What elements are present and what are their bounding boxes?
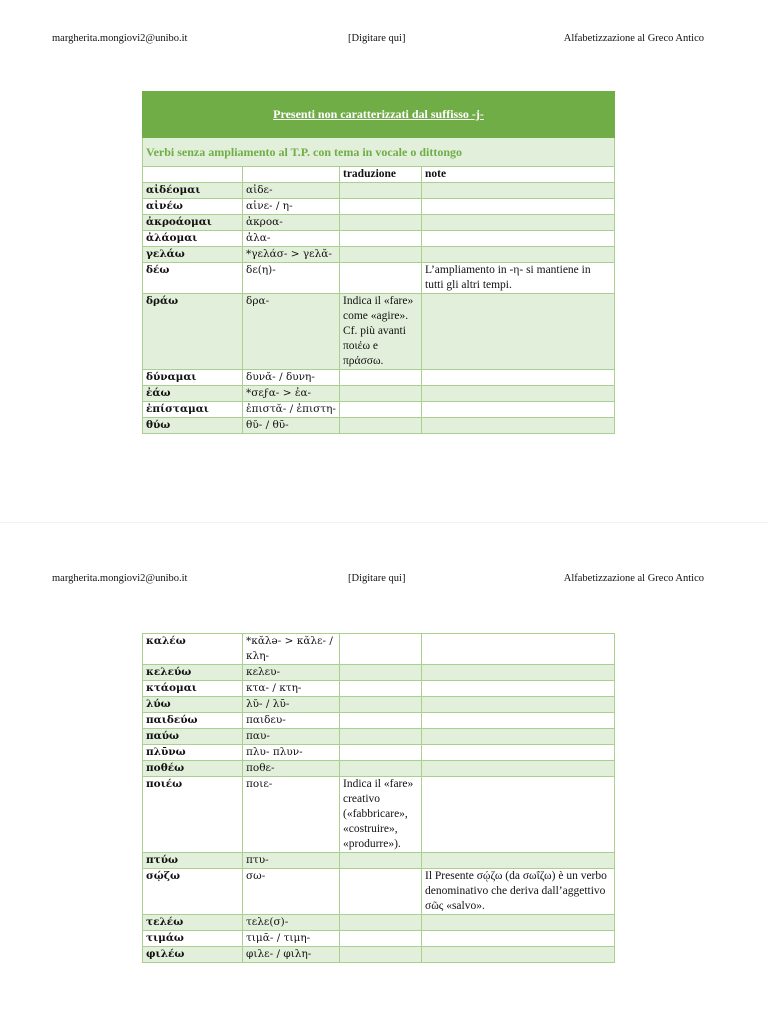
header-placeholder: [Digitare qui]	[348, 33, 406, 44]
stem-cell: σω-	[243, 869, 340, 915]
table-row	[143, 634, 615, 665]
column-header-row	[143, 167, 615, 183]
note-cell	[422, 386, 615, 402]
note-cell	[422, 634, 615, 665]
table-row	[143, 697, 615, 713]
stem-cell: πτυ-	[243, 853, 340, 869]
traduzione-cell	[340, 761, 422, 777]
table-row	[143, 869, 615, 915]
verb-cell: πλῡνω	[143, 745, 243, 761]
traduzione-cell	[340, 215, 422, 231]
table-row	[143, 199, 615, 215]
table-title-row	[143, 92, 615, 138]
note-cell	[422, 665, 615, 681]
verb-cell: ἀλάομαι	[143, 231, 243, 247]
verb-cell: θύω	[143, 418, 243, 434]
table-row	[143, 777, 615, 853]
stem-cell: δε(η)-	[243, 263, 340, 294]
note-cell	[422, 947, 615, 963]
note-cell	[422, 418, 615, 434]
note-cell	[422, 853, 615, 869]
table-row	[143, 370, 615, 386]
table-row	[143, 263, 615, 294]
table-1-body	[143, 183, 615, 434]
note-cell	[422, 777, 615, 853]
table-row	[143, 418, 615, 434]
verb-cell: ποιέω	[143, 777, 243, 853]
note-cell	[422, 761, 615, 777]
verb-cell: κελεύω	[143, 665, 243, 681]
table-row	[143, 386, 615, 402]
traduzione-cell	[340, 370, 422, 386]
verb-cell: καλέω	[143, 634, 243, 665]
traduzione-cell	[340, 729, 422, 745]
column-header	[143, 167, 243, 183]
traduzione-cell	[340, 853, 422, 869]
table-row	[143, 761, 615, 777]
table-row	[143, 294, 615, 370]
note-cell	[422, 199, 615, 215]
table-row	[143, 915, 615, 931]
stem-cell: τελε(σ)-	[243, 915, 340, 931]
verb-cell: αἰδέομαι	[143, 183, 243, 199]
stem-cell: *γελάσ- > γελᾰ-	[243, 247, 340, 263]
table-row	[143, 931, 615, 947]
traduzione-cell: Indica il «fare» creativo («fabbricare», «costruire», «produrre»).	[340, 777, 422, 853]
verb-cell: ἀκροάομαι	[143, 215, 243, 231]
note-cell	[422, 681, 615, 697]
stem-cell: λῠ- / λῡ-	[243, 697, 340, 713]
note-cell	[422, 745, 615, 761]
note-cell	[422, 231, 615, 247]
table-row	[143, 947, 615, 963]
note-cell	[422, 729, 615, 745]
traduzione-cell	[340, 745, 422, 761]
verb-cell: παύω	[143, 729, 243, 745]
table-row	[143, 665, 615, 681]
note-cell	[422, 183, 615, 199]
traduzione-cell	[340, 386, 422, 402]
column-header-traduzione: traduzione	[340, 167, 422, 183]
stem-cell: φιλε- / φιλη-	[243, 947, 340, 963]
traduzione-cell	[340, 183, 422, 199]
verb-cell: φιλέω	[143, 947, 243, 963]
header-email: margherita.mongiovi2@unibo.it	[52, 573, 188, 584]
stem-cell: ποθε-	[243, 761, 340, 777]
note-cell: L’ampliamento in -η- si mantiene in tutti gli altri tempi.	[422, 263, 615, 294]
header-course: Alfabetizzazione al Greco Antico	[563, 573, 704, 584]
table-row	[143, 402, 615, 418]
verb-cell: δέω	[143, 263, 243, 294]
traduzione-cell	[340, 418, 422, 434]
table-subtitle: Verbi senza ampliamento al T.P. con tema in vocale o dittongo	[143, 138, 615, 167]
stem-cell: *κᾰλə- > κᾰλε- / κλη-	[243, 634, 340, 665]
verb-cell: ἐπίσταμαι	[143, 402, 243, 418]
verb-cell: τελέω	[143, 915, 243, 931]
traduzione-cell	[340, 402, 422, 418]
verb-cell: πτύω	[143, 853, 243, 869]
stem-cell: *σεϝα- > ἐα-	[243, 386, 340, 402]
table-row	[143, 713, 615, 729]
stem-cell: ἀλα-	[243, 231, 340, 247]
verb-cell: αἰνέω	[143, 199, 243, 215]
header-placeholder: [Digitare qui]	[348, 573, 406, 584]
verb-cell: σῴζω	[143, 869, 243, 915]
stem-cell: παυ-	[243, 729, 340, 745]
stem-cell: αἰνε- / η-	[243, 199, 340, 215]
stem-cell: ποιε-	[243, 777, 340, 853]
page-header	[52, 573, 704, 587]
table-row	[143, 231, 615, 247]
header-course: Alfabetizzazione al Greco Antico	[563, 33, 704, 44]
note-cell	[422, 713, 615, 729]
table-row	[143, 681, 615, 697]
verb-cell: ἐάω	[143, 386, 243, 402]
stem-cell: ἀκροα-	[243, 215, 340, 231]
stem-cell: ἐπιστᾰ- / ἐπιστη-	[243, 402, 340, 418]
note-cell	[422, 247, 615, 263]
traduzione-cell	[340, 199, 422, 215]
table-row	[143, 215, 615, 231]
header-email: margherita.mongiovi2@unibo.it	[52, 33, 188, 44]
traduzione-cell	[340, 247, 422, 263]
table-row	[143, 729, 615, 745]
traduzione-cell	[340, 915, 422, 931]
note-cell	[422, 370, 615, 386]
verb-cell: κτάομαι	[143, 681, 243, 697]
note-cell	[422, 402, 615, 418]
stem-cell: παιδευ-	[243, 713, 340, 729]
verb-cell: τιμάω	[143, 931, 243, 947]
page-1	[0, 0, 768, 510]
note-cell	[422, 931, 615, 947]
page-header	[52, 33, 704, 47]
traduzione-cell: Indica il «fare» come «agire». Cf. più avanti ποιέω e πράσσω.	[340, 294, 422, 370]
note-cell	[422, 697, 615, 713]
traduzione-cell	[340, 681, 422, 697]
traduzione-cell	[340, 231, 422, 247]
stem-cell: κτα- / κτη-	[243, 681, 340, 697]
traduzione-cell	[340, 947, 422, 963]
traduzione-cell	[340, 665, 422, 681]
table-row	[143, 183, 615, 199]
page-divider	[0, 522, 768, 523]
table-subtitle-row	[143, 138, 615, 167]
verb-cell: γελάω	[143, 247, 243, 263]
verb-cell: παιδεύω	[143, 713, 243, 729]
stem-cell: δρα-	[243, 294, 340, 370]
note-cell	[422, 215, 615, 231]
verb-cell: δύναμαι	[143, 370, 243, 386]
column-header	[243, 167, 340, 183]
note-cell	[422, 294, 615, 370]
table-2-body	[143, 634, 615, 963]
traduzione-cell	[340, 869, 422, 915]
table-row	[143, 745, 615, 761]
verb-cell: δράω	[143, 294, 243, 370]
column-header-note: note	[422, 167, 615, 183]
verbs-table-1	[142, 91, 615, 434]
stem-cell: δυνᾰ- / δυνη-	[243, 370, 340, 386]
traduzione-cell	[340, 931, 422, 947]
stem-cell: κελευ-	[243, 665, 340, 681]
traduzione-cell	[340, 697, 422, 713]
verb-cell: λύω	[143, 697, 243, 713]
traduzione-cell	[340, 634, 422, 665]
verb-cell: ποθέω	[143, 761, 243, 777]
traduzione-cell	[340, 263, 422, 294]
stem-cell: θῠ- / θῡ-	[243, 418, 340, 434]
table-row	[143, 247, 615, 263]
stem-cell: πλυ- πλυν-	[243, 745, 340, 761]
table-row	[143, 853, 615, 869]
stem-cell: τιμᾱ- / τιμη-	[243, 931, 340, 947]
note-cell: Il Presente σῴζω (da σωΐζω) è un verbo denominativo che deriva dall’aggettivo σῶς «salvo».	[422, 869, 615, 915]
stem-cell: αἰδε-	[243, 183, 340, 199]
traduzione-cell	[340, 713, 422, 729]
note-cell	[422, 915, 615, 931]
verbs-table-2	[142, 633, 615, 963]
table-title: Presenti non caratterizzati dal suffisso -j-	[143, 92, 615, 138]
